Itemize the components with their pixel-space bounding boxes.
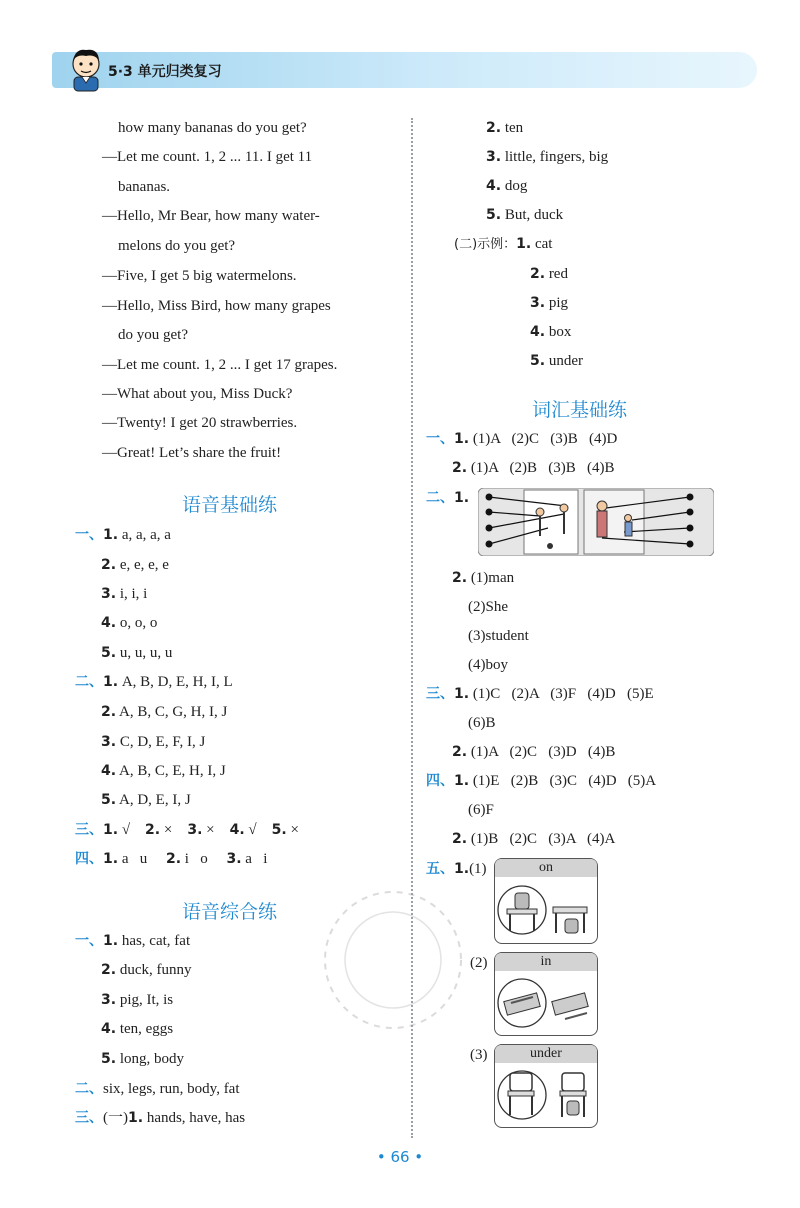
section-title-phonics-comprehensive: 语音综合练 — [182, 901, 278, 923]
answer-line — [101, 732, 205, 752]
item-number: 2. — [165, 851, 182, 867]
answer-line — [75, 1108, 245, 1128]
answer-text: under — [548, 353, 583, 369]
dialog-line: —Hello, Miss Bird, how many grapes — [102, 298, 331, 314]
answer-line — [452, 458, 615, 478]
dialog-line: —Great! Let’s share the fruit! — [102, 445, 282, 461]
dialog-line: melons do you get? — [118, 238, 236, 254]
question-marker: 三、 — [426, 686, 454, 702]
answer-line — [101, 761, 226, 781]
answer-text: a, a, a, a — [121, 527, 171, 543]
answer-text: ten — [504, 120, 524, 136]
question-marker: 四、 — [426, 773, 454, 789]
chair-bag-illustration — [495, 1065, 597, 1125]
item-number: 4. — [101, 1021, 117, 1037]
item-number: 3. — [187, 822, 203, 838]
dialog-line: —Twenty! I get 20 strawberries. — [102, 415, 298, 431]
item-number: 2. — [101, 704, 117, 720]
answer-text: × — [206, 822, 215, 838]
answer-text: But, duck — [504, 207, 564, 223]
item-number: 2. — [101, 962, 117, 978]
answer-text: box — [548, 324, 572, 340]
answer-text: has, cat, fat — [121, 933, 191, 949]
answer-line — [101, 1049, 184, 1069]
dialog-line: —Five, I get 5 big watermelons. — [102, 268, 297, 284]
answer-text: duck, funny — [119, 962, 192, 978]
item-number: 2. — [452, 744, 468, 760]
item-number: 4. — [101, 763, 117, 779]
question-marker: 二、 — [426, 490, 454, 506]
item-number: 3. — [101, 734, 117, 750]
question-marker: 三、 — [75, 1110, 103, 1126]
answer-text: C, D, E, F, I, J — [119, 734, 206, 750]
dialog-line: —Let me count. 1, 2 ... 11. I get 11 — [102, 149, 313, 165]
item-number: 1. — [103, 674, 119, 690]
item-number: 5. — [486, 207, 502, 223]
answer-text: (1)A (2)C (3)D (4)B — [470, 744, 616, 760]
answer-line — [530, 322, 571, 342]
answer-line — [452, 568, 514, 588]
answer-line — [426, 859, 487, 879]
answer-text: (1)E (2)B (3)C (4)D (5)A — [472, 773, 657, 789]
page-number: • 66 • — [376, 1148, 424, 1166]
answer-text: × — [290, 822, 299, 838]
answer-text: (1)A (2)B (3)B (4)B — [470, 460, 615, 476]
answer-line — [101, 613, 157, 633]
answer-text: (1)A (2)C (3)B (4)D — [472, 431, 618, 447]
answer-line — [101, 643, 172, 663]
answer-line — [452, 829, 615, 849]
picture-on — [494, 858, 598, 944]
item-number: 2. — [530, 266, 546, 282]
answer-text: ten, eggs — [119, 1021, 174, 1037]
picture-label: on — [495, 859, 597, 877]
item-number: 3. — [486, 149, 502, 165]
answer-text: hands, have, has — [146, 1110, 246, 1126]
answer-line — [75, 1079, 240, 1099]
part-label: (二)示例： — [454, 237, 517, 252]
item-number: 1. — [454, 686, 470, 702]
answer-text: √ — [248, 822, 257, 838]
answer-line: (4)boy — [468, 657, 508, 673]
item-number: 1. — [103, 822, 119, 838]
answer-line — [101, 1019, 173, 1039]
item-number: 2. — [452, 460, 468, 476]
question-marker: 四、 — [75, 851, 103, 867]
answer-text: dog — [504, 178, 528, 194]
item-number: 2. — [145, 822, 161, 838]
dialog-line: —Hello, Mr Bear, how many water- — [102, 208, 320, 224]
answer-text: red — [548, 266, 568, 282]
item-number: 1. — [454, 431, 470, 447]
item-number: 1. — [103, 851, 119, 867]
item-number: 2. — [452, 570, 468, 586]
answer-line: (2) — [470, 955, 488, 971]
picture-under — [494, 1044, 598, 1128]
item-number: 4. — [486, 178, 502, 194]
item-number: 2. — [486, 120, 502, 136]
answer-line — [101, 555, 169, 575]
answer-text: u, u, u, u — [119, 645, 173, 661]
dialog-line: do you get? — [118, 327, 188, 343]
answer-line — [101, 790, 191, 810]
item-number: 3. — [530, 295, 546, 311]
question-marker: 一、 — [75, 527, 103, 543]
item-number: 4. — [229, 822, 245, 838]
answer-line — [486, 147, 608, 167]
item-number: 1. — [454, 861, 470, 877]
answer-line — [426, 429, 617, 449]
item-number: 2. — [101, 557, 117, 573]
answer-line — [101, 990, 173, 1010]
answer-text: (1)C (2)A (3)F (4)D (5)E — [472, 686, 654, 702]
answer-line — [75, 931, 190, 951]
answer-text: (1)man — [470, 570, 515, 586]
answer-line — [426, 771, 656, 791]
answer-line — [75, 525, 171, 545]
answer-text: A, B, C, G, H, I, J — [119, 704, 228, 720]
answer-line — [75, 672, 233, 692]
question-marker: 一、 — [75, 933, 103, 949]
answer-text: e, e, e, e — [119, 557, 169, 573]
answer-text: × — [163, 822, 173, 838]
answer-text: long, body — [119, 1051, 184, 1067]
answer-line — [75, 849, 267, 869]
answer-text: a u — [121, 851, 148, 867]
question-marker: 一、 — [426, 431, 454, 447]
header-title: 5·3 单元归类复习 — [108, 64, 222, 80]
answer-text: o, o, o — [119, 615, 158, 631]
item-number: 4. — [530, 324, 546, 340]
answer-text: √ — [121, 822, 131, 838]
item-number: 1. — [128, 1110, 144, 1126]
item-number: 1. — [454, 490, 470, 506]
answer-line — [101, 960, 191, 980]
answer-line — [452, 742, 615, 762]
answer-line — [101, 702, 227, 722]
answer-text: a i — [245, 851, 268, 867]
item-number: 1. — [516, 236, 532, 252]
item-number: 3. — [226, 851, 242, 867]
dialog-line: bananas. — [118, 179, 171, 195]
item-number: 1. — [103, 527, 119, 543]
answer-line — [75, 820, 299, 840]
answer-line — [454, 234, 552, 255]
dialog-line: —What about you, Miss Duck? — [102, 386, 293, 402]
part-label: (一) — [103, 1110, 128, 1126]
item-number: 4. — [101, 615, 117, 631]
item-number: 5. — [101, 645, 117, 661]
item-number: 3. — [101, 586, 117, 602]
answer-text: little, fingers, big — [504, 149, 609, 165]
dialog-line: how many bananas do you get? — [118, 120, 307, 136]
item-number: 5. — [271, 822, 287, 838]
answer-line — [530, 351, 583, 371]
answer-text: i, i, i — [119, 586, 148, 602]
answer-text: A, D, E, I, J — [119, 792, 191, 808]
dialog-line: —Let me count. 1, 2 ... I get 17 grapes. — [102, 357, 338, 373]
matching-picture — [478, 488, 714, 556]
answer-line — [486, 118, 523, 138]
answer-line: (6)B — [468, 715, 496, 731]
answer-text: A, B, C, E, H, I, J — [119, 763, 226, 779]
mascot-icon — [66, 46, 106, 92]
desk-bag-illustration — [495, 879, 597, 941]
watermark-seal — [318, 885, 468, 1035]
answer-line: (6)F — [468, 802, 494, 818]
item-number: 1. — [103, 933, 119, 949]
picture-label: in — [495, 953, 597, 971]
answer-line: (3)student — [468, 628, 529, 644]
picture-label: under — [495, 1045, 597, 1063]
answer-line: (3) — [470, 1047, 488, 1063]
question-marker: 三、 — [75, 822, 103, 838]
answer-text: pig, It, is — [119, 992, 174, 1008]
item-number: 1. — [454, 773, 470, 789]
answer-line — [426, 684, 654, 704]
item-number: 5. — [101, 792, 117, 808]
question-marker: 二、 — [75, 1081, 103, 1097]
answer-text: six, legs, run, body, fat — [103, 1081, 240, 1097]
pencil-box-illustration — [495, 973, 597, 1033]
section-title-vocabulary-basic: 词汇基础练 — [532, 399, 628, 421]
section-title-phonics-basic: 语音基础练 — [182, 494, 278, 516]
item-number: 5. — [101, 1051, 117, 1067]
part-label: (1) — [469, 861, 487, 877]
answer-line: (2)She — [468, 599, 508, 615]
answer-text: cat — [534, 236, 553, 252]
item-number: 5. — [530, 353, 546, 369]
answer-text: pig — [548, 295, 568, 311]
picture-in — [494, 952, 598, 1036]
answer-line — [530, 293, 568, 313]
answer-text: i o — [184, 851, 208, 867]
answer-text: (1)B (2)C (3)A (4)A — [470, 831, 616, 847]
answer-line — [486, 205, 563, 225]
item-number: 2. — [452, 831, 468, 847]
answer-line — [530, 264, 568, 284]
answer-line — [426, 488, 469, 508]
question-marker: 二、 — [75, 674, 103, 690]
item-number: 3. — [101, 992, 117, 1008]
answer-line — [486, 176, 527, 196]
answer-line — [101, 584, 147, 604]
answer-text: A, B, D, E, H, I, L — [121, 674, 233, 690]
question-marker: 五、 — [426, 861, 454, 877]
